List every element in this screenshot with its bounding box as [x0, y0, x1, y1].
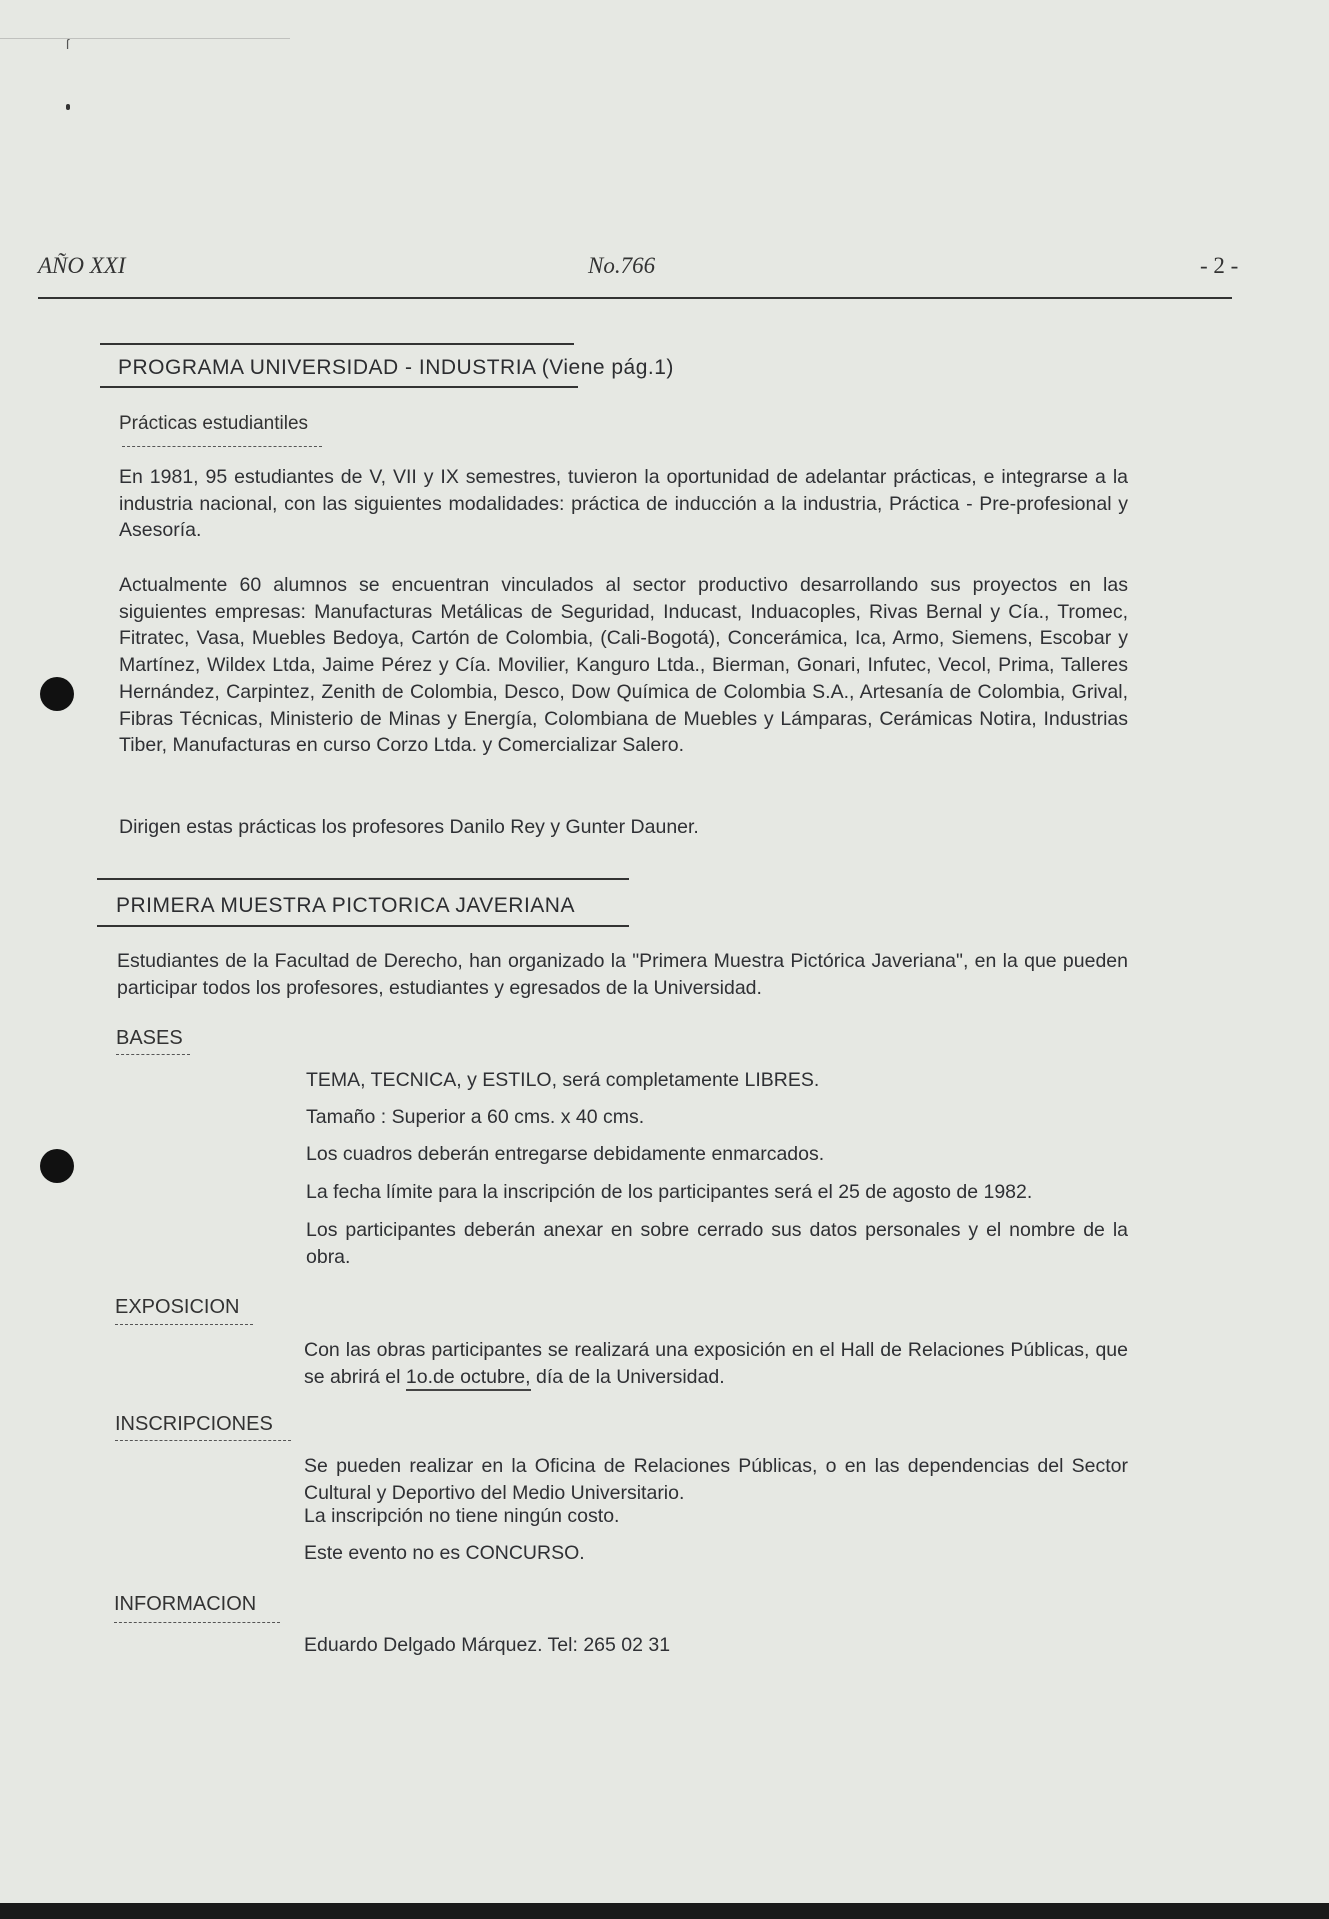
informacion-contacto: Eduardo Delgado Márquez. Tel: 265 02 31: [304, 1634, 671, 1656]
paragraph-exposicion: [304, 1337, 1128, 1390]
bases-heading: BASES: [116, 1027, 183, 1049]
exposicion-underline: [115, 1324, 253, 1325]
section1-title: PROGRAMA UNIVERSIDAD - INDUSTRIA (Viene pág.1): [118, 356, 674, 379]
paragraph-practicas: En 1981, 95 estudiantes de V, VII y IX semestres, tuvieron la oportunidad de adelantar prácticas, e integrarse a la industria nacional, con las siguientes modalidades: práctica de inducción a la industria, Práctica - Pre-profesional y Asesoría.: [119, 466, 1128, 542]
exposicion-date: 1o.de octubre,: [406, 1366, 531, 1391]
issue-number: No.766: [588, 253, 656, 278]
exposicion-text-end: día de la Universidad.: [530, 1365, 725, 1388]
section1-subtitle: Prácticas estudiantiles: [119, 413, 309, 434]
page-number: - 2 -: [1200, 253, 1239, 278]
bases-item-5: Los participantes deberán anexar en sobre cerrado sus datos personales y el nombre de la obra.: [306, 1219, 1128, 1268]
inscripciones-costo: La inscripción no tiene ningún costo.: [304, 1505, 620, 1527]
margin-mark: ſ: [66, 36, 70, 52]
exposicion-text: Con las obras participantes se realizará una exposición en el Hall de Relaciones Públicas, que se abrirá el: [304, 1339, 1128, 1388]
scan-dot: [66, 104, 70, 110]
subtitle-underline: [122, 446, 322, 447]
inscripciones-heading: INSCRIPCIONES: [115, 1413, 273, 1435]
bases-underline: [116, 1054, 190, 1055]
scan-mark-line: [0, 38, 290, 39]
bases-item-1: TEMA, TECNICA, y ESTILO, será completamente LIBRES.: [306, 1069, 820, 1091]
bases-item-3: Los cuadros deberán entregarse debidamente enmarcados.: [306, 1143, 825, 1165]
informacion-underline: [114, 1622, 280, 1623]
punch-hole-bottom: [40, 1149, 74, 1183]
paragraph-inscripciones: Se pueden realizar en la Oficina de Relaciones Públicas, o en las dependencias del Sector Cultural y Deportivo del Medio Universitario.: [304, 1455, 1128, 1504]
header-rule: [38, 297, 1232, 299]
issue-year: AÑO XXI: [38, 253, 126, 278]
section1-top-rule: [100, 343, 574, 345]
bases-item-2: Tamaño : Superior a 60 cms. x 40 cms.: [306, 1106, 645, 1128]
inscripciones-underline: [115, 1440, 291, 1441]
section2-bottom-rule: [97, 925, 629, 927]
scan-bottom-edge: [0, 1903, 1329, 1919]
section2-top-rule: [97, 878, 629, 880]
paragraph-empresas: Actualmente 60 alumnos se encuentran vinculados al sector productivo desarrollando sus proyectos en las siguientes empresas: Manufacturas Metálicas de Seguridad, Inducast, Induacoples, Rivas Bernal y Cía., Tromec, Fitratec, Vasa, Muebles Bedoya, Cartón de Colombia, (Cali-Bogotá), Concerámica, Ica, Armo, Siemens, Escobar y Martínez, Wildex Ltda, Jaime Pérez y Cía. Movilier, Kanguro Ltda., Bierman, Gonari, Infutec, Vecol, Prima, Talleres Hernández, Carpintez, Zenith de Colombia, Desco, Dow Química de Colombia S.A., Artesanía de Colombia, Grival, Fibras Técnicas, Ministerio de Minas y Energía, Colombiana de Muebles y Lámparas, Cerámicas Notira, Industrias Tiber, Manufacturas en curso Corzo Ltda. y Comercializar Salero.: [119, 574, 1128, 757]
bases-item-4: La fecha límite para la inscripción de los participantes será el 25 de agosto de 1982.: [306, 1181, 1033, 1203]
section1-bottom-rule: [100, 386, 578, 388]
section2-title: PRIMERA MUESTRA PICTORICA JAVERIANA: [116, 894, 575, 917]
paragraph-muestra-intro: Estudiantes de la Facultad de Derecho, han organizado la "Primera Muestra Pictórica Javeriana", en la que pueden participar todos los profesores, estudiantes y egresados de la Universidad.: [117, 950, 1128, 999]
inscripciones-nota: Este evento no es CONCURSO.: [304, 1542, 585, 1564]
paragraph-profesores: Dirigen estas prácticas los profesores Danilo Rey y Gunter Dauner.: [119, 816, 699, 838]
punch-hole-top: [40, 677, 74, 711]
exposicion-heading: EXPOSICION: [115, 1296, 240, 1318]
informacion-heading: INFORMACION: [114, 1593, 257, 1615]
